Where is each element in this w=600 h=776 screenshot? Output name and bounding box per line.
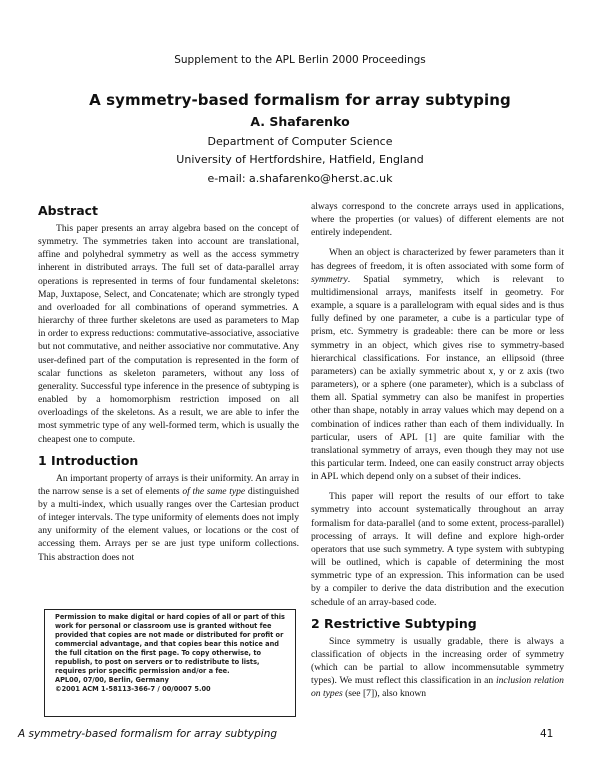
- section2-paragraph-1: [311, 635, 564, 701]
- text-span: An important property of arrays is their uniformity. An array in the narrow sense is a set of elements: [38, 472, 299, 497]
- footer-running-title: A symmetry-based formalism for array subtyping: [18, 728, 278, 740]
- abstract-heading: Abstract: [38, 203, 99, 218]
- intro-paragraph-3: This paper will report the results of our effort to take symmetry into account systematically throughout an array formalism for data-parallel (and to some extent, process-parallel) processing of arrays. It will define and explore high-order operators that use such symmetry. A type system with subtyping will be outlined, which is capable of determining the most symmetric type of an expression. This information can be used by a compiler to derive the data distribution and the execution schedule of an array-based code.: [311, 491, 564, 608]
- page-number: 41: [540, 728, 554, 740]
- paper-title: A symmetry-based formalism for array subtyping: [89, 91, 511, 109]
- proceedings-header: Supplement to the APL Berlin 2000 Proceedings: [174, 54, 426, 66]
- intro-paragraph-1-right: always correspond to the concrete arrays used in applications, where the properties (or values) of different elements are not entirely independent.: [311, 201, 564, 239]
- author-university: University of Hertfordshire, Hatfield, England: [176, 153, 424, 166]
- text-span: . Spatial symmetry, which is relevant to multidimensional arrays, manifests itself in geometry. For example, a square is a parallelogram with equal sides and is thus fully defined by one parameter, a cube is a particular type of prism, etc. Symmetry is gradeable: there can be more or less symmetry in an object, which gives rise to symmetry-based hierarchical classifications. For instance, an ellipsoid (three parameters) can be axially symmetric about x, y or z axis (two parameters), or a sphere (one parameter), which is a subclass of them all. Spatial symmetry can also be manifest in properties other than shape, notably in array values which may depend on a combination of indices rather than each of them individually. In particular, users of APL [1] are quite familiar with the translational symmetry of arrays, even though they may not use this particular term. Indeed, one can easily construct array objects in APL which depend only on a subset of their indices.: [311, 273, 564, 483]
- section-heading-introduction: 1 Introduction: [38, 452, 139, 468]
- author-department: Department of Computer Science: [207, 135, 393, 148]
- text-span: When an object is characterized by fewer parameters than it has degrees of freedom, it is often associated with some form of: [311, 247, 564, 272]
- copyright-info: ©2001 ACM 1-58113-366-7 / 00/0007 5.00: [55, 685, 211, 693]
- text-span: (see [7]), also known: [342, 688, 427, 700]
- left-column: [38, 203, 299, 564]
- intro-paragraph-1-left: [38, 472, 299, 564]
- intro-paragraph-2: [311, 246, 564, 483]
- author-name: A. Shafarenko: [250, 114, 350, 129]
- emphasis: symmetry: [311, 273, 348, 285]
- right-column: [311, 200, 564, 700]
- text-span: distinguished by a multi-index, which usually ranges over the Cartesian product of integer intervals. The type uniformity of elements does not imply any uniformity of the element values, or locations or the cost of accessing them. Arrays per se are just type uniform collections. This abstraction does not: [38, 485, 299, 563]
- emphasis: inclusion relation on types: [311, 675, 564, 700]
- emphasis: of the same type: [182, 485, 246, 497]
- text-span: Since symmetry is usually gradable, there is always a classification of objects in the increasing order of symmetry (which can be partial to allow incommensutable symmetry types). We must reflect this classification in an: [311, 635, 564, 687]
- author-email: e-mail: a.shafarenko@herst.ac.uk: [207, 172, 393, 185]
- abstract-text: This paper presents an array algebra based on the concept of symmetry. The symmetries taken into account are translational, affine and polyhedral symmetry as well as the access symmetry inherent in distributed arrays. The full set of data-parallel array operations is represented in terms of four fundamental skeletons: Map, Juxtapose, Select, and Concatenate; which are strongly typed and overloaded for all combinations of operand symmetries. A hierarchy of three further skeletons are used as parameters to Map in order to express reductions: commutative-associative, associative but not commutative, and neither associative nor commutative. Any user-defined part of the computation is represented in the form of scalar functions as skeleton parameters, without any loss of generality. Successful type inference in the presence of subtyping is enabled by a homomorphism restriction imposed on all overloadings of the skeletons. As a result, we are able to infer the most symmetric type of any well-formed term, which is usually the cheapest one to compute.: [38, 223, 299, 445]
- permission-text: Permission to make digital or hard copies of all or part of this work for personal or classroom use is granted without fee provided that copies are not made or distributed for profit or commercial advantage, and that copies bear this notice and the full citation on the first page. To copy otherwise, to republish, to post on servers or to redistribute to lists, requires prior specific permission and/or a fee.: [55, 613, 285, 675]
- conference-info: APL00, 07/00, Berlin, Germany: [55, 676, 169, 684]
- section-heading-restrictive-subtyping: 2 Restrictive Subtyping: [311, 615, 477, 631]
- permission-notice-box: [44, 609, 296, 717]
